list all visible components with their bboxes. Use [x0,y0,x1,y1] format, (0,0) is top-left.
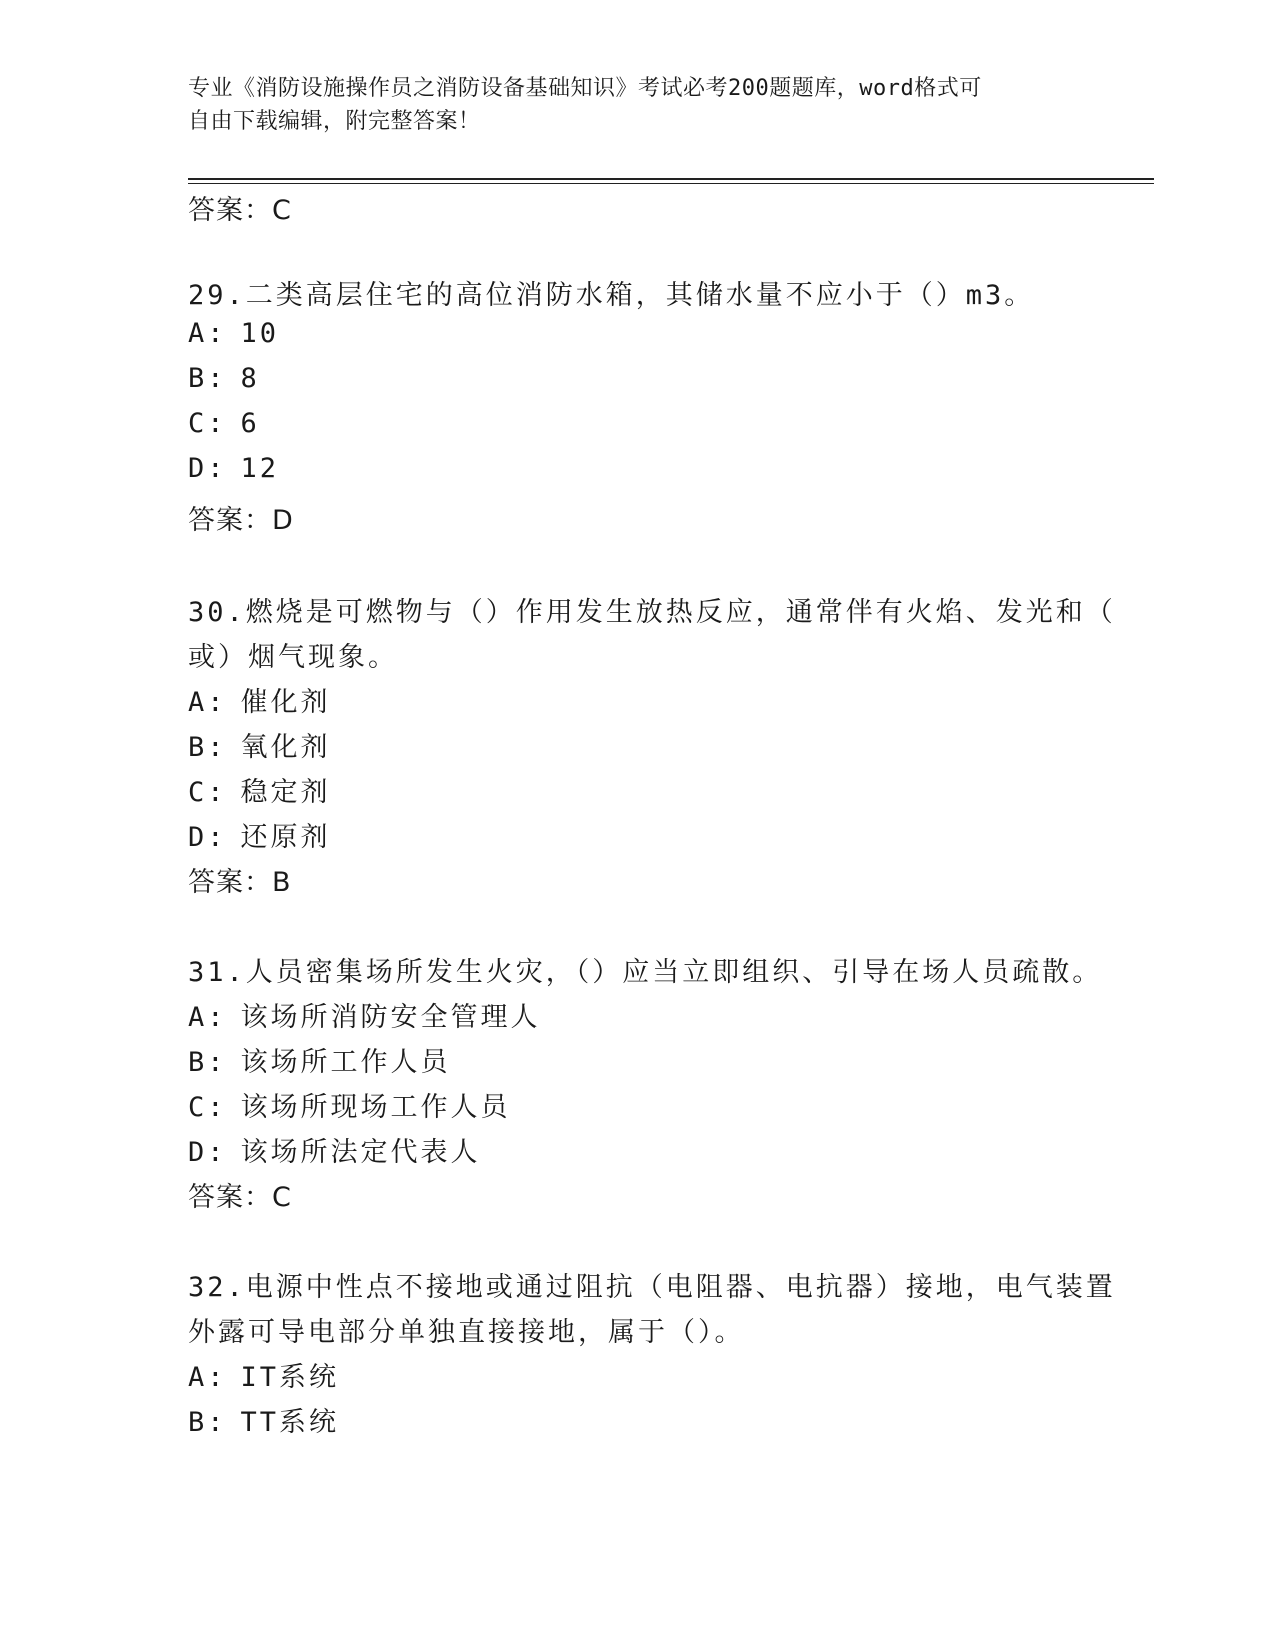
option-letter: A: [188,1362,227,1393]
question-29-stem: 29.二类高层住宅的高位消防水箱，其储水量不应小于（）m3。 [188,280,1035,311]
question-30-option-a [188,680,331,719]
option-letter: B: [188,1407,227,1438]
document-header [188,72,1078,138]
question-30-stem-line-1: 30.燃烧是可燃物与（）作用发生放热反应，通常伴有火焰、发光和（ [188,597,1116,628]
question-30-option-b [188,725,331,764]
option-letter: A: [188,1002,227,1033]
option-text: 该场所消防安全管理人 [240,1002,541,1033]
question-29-option-c [188,408,260,439]
option-text: TT系统 [240,1407,340,1438]
option-letter: B: [188,732,227,763]
question-31-stem: 31.人员密集场所发生火灾，（）应当立即组织、引导在场人员疏散。 [188,957,1103,988]
question-31-option-d [188,1130,481,1169]
option-text: IT系统 [240,1362,340,1393]
option-text: 还原剂 [240,822,331,853]
option-letter: A: [188,687,227,718]
option-letter: D: [188,1137,227,1168]
option-text: 催化剂 [240,687,331,718]
header-divider-thin [188,183,1154,184]
option-text: 8 [240,363,260,394]
option-text: 该场所现场工作人员 [240,1092,511,1123]
option-letter: D: [188,453,227,484]
option-letter: C: [188,1092,227,1123]
option-text: 12 [240,453,280,484]
question-29-answer: 答案：D [188,505,294,536]
option-text: 该场所法定代表人 [240,1137,481,1168]
question-31-option-b [188,1040,451,1079]
question-30-option-c [188,770,331,809]
question-32-option-b [188,1400,339,1439]
header-divider-thick [188,178,1154,180]
question-29-option-a [188,318,279,349]
question-30-answer: 答案：B [188,867,292,898]
option-letter: B: [188,1047,227,1078]
question-32-stem-line-2: 外露可导电部分单独直接接地，属于（）。 [188,1317,745,1348]
question-32-option-a [188,1355,339,1394]
header-line-2: 自由下载编辑，附完整答案！ [188,109,481,134]
option-letter: B: [188,363,227,394]
option-letter: A: [188,318,227,349]
question-31-answer: 答案：C [188,1182,292,1213]
option-text: 稳定剂 [240,777,331,808]
option-text: 该场所工作人员 [240,1047,451,1078]
question-30-option-d [188,815,331,854]
option-letter: D: [188,822,227,853]
answer-28: 答案：C [188,195,292,226]
header-line-1: 专业《消防设施操作员之消防设备基础知识》考试必考200题题库，word格式可 [188,76,982,101]
question-29-option-d [188,453,279,484]
option-letter: C: [188,777,227,808]
question-30-stem-line-2: 或）烟气现象。 [188,642,398,673]
option-text: 6 [240,408,260,439]
question-31-option-c [188,1085,511,1124]
option-letter: C: [188,408,227,439]
question-29-option-b [188,363,260,394]
question-32-stem-line-1: 32.电源中性点不接地或通过阻抗（电阻器、电抗器）接地，电气装置 [188,1272,1116,1303]
option-text: 10 [240,318,280,349]
question-31-option-a [188,995,541,1034]
option-text: 氧化剂 [240,732,331,763]
